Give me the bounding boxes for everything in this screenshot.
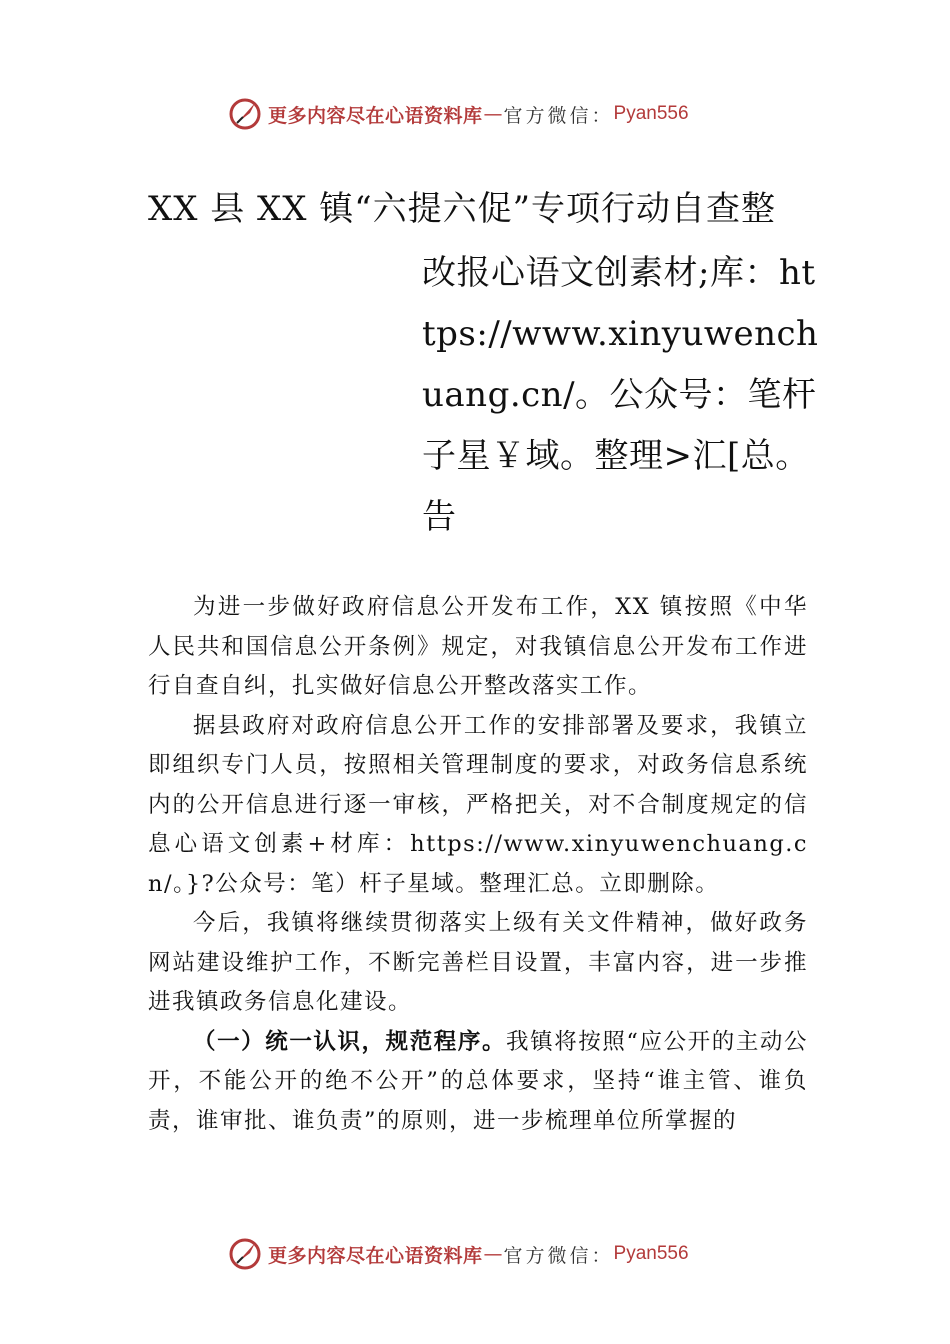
document-title: XX 县 XX 镇“六提六促”专项行动自查整	[148, 189, 777, 229]
header-banner	[228, 96, 689, 132]
paragraph: 据县政府对政府信息公开工作的安排部署及要求，我镇立即组织专门人员，按照相关管理制度的要求，对政务信息系统内的公开信息进行逐一审核，严格把关，对不合制度规定的信息心语文创素+材库：https://www.xinyuwenchuang.cn/。}?公众号：笔）杆子星域。整理汇总。立即删除。	[148, 712, 808, 897]
banner-brand: 更多内容尽在心语资料库	[268, 1244, 483, 1267]
banner-wechat-id: Pyan556	[613, 103, 689, 124]
paragraph: 今后，我镇将继续贯彻落实上级有关文件精神，做好政务网站建设维护工作，不断完善栏目设置，丰富内容，进一步推进我镇政务信息化建设。	[148, 910, 808, 1015]
banner-dash: —	[483, 103, 503, 125]
section-text: 我镇将按照“应公开的主动公开，不能公开的绝不公开”的总体要求，坚持“谁主管、谁负责，谁审批、谁负责”的原则，进一步梳理单位所掌握的	[148, 1028, 808, 1134]
paragraph: 为进一步做好政府信息公开发布工作，XX 镇按照《中华人民共和国信息公开条例》规定，对我镇信息公开发布工作进行自查自纠，扎实做好信息公开整改落实工作。	[148, 594, 808, 699]
banner-dash: —	[483, 1243, 503, 1265]
quill-logo-icon	[228, 97, 262, 131]
section-paragraph	[148, 1023, 808, 1142]
document-title-continuation: 改报心语文创素材;库：https://www.xinyuwenchuang.cn/。公众号：笔杆子星￥域。整理>汇[总。告	[422, 253, 819, 537]
footer-banner	[228, 1236, 689, 1272]
quill-logo-icon	[228, 1237, 262, 1271]
section-heading: （一）统一认识，规范程序。	[193, 1028, 507, 1055]
document-body	[148, 588, 808, 1141]
banner-wechat-id: Pyan556	[613, 1243, 689, 1264]
banner-label: 官方微信：	[503, 104, 614, 127]
banner-brand: 更多内容尽在心语资料库	[268, 104, 483, 127]
banner-label: 官方微信：	[503, 1244, 614, 1267]
